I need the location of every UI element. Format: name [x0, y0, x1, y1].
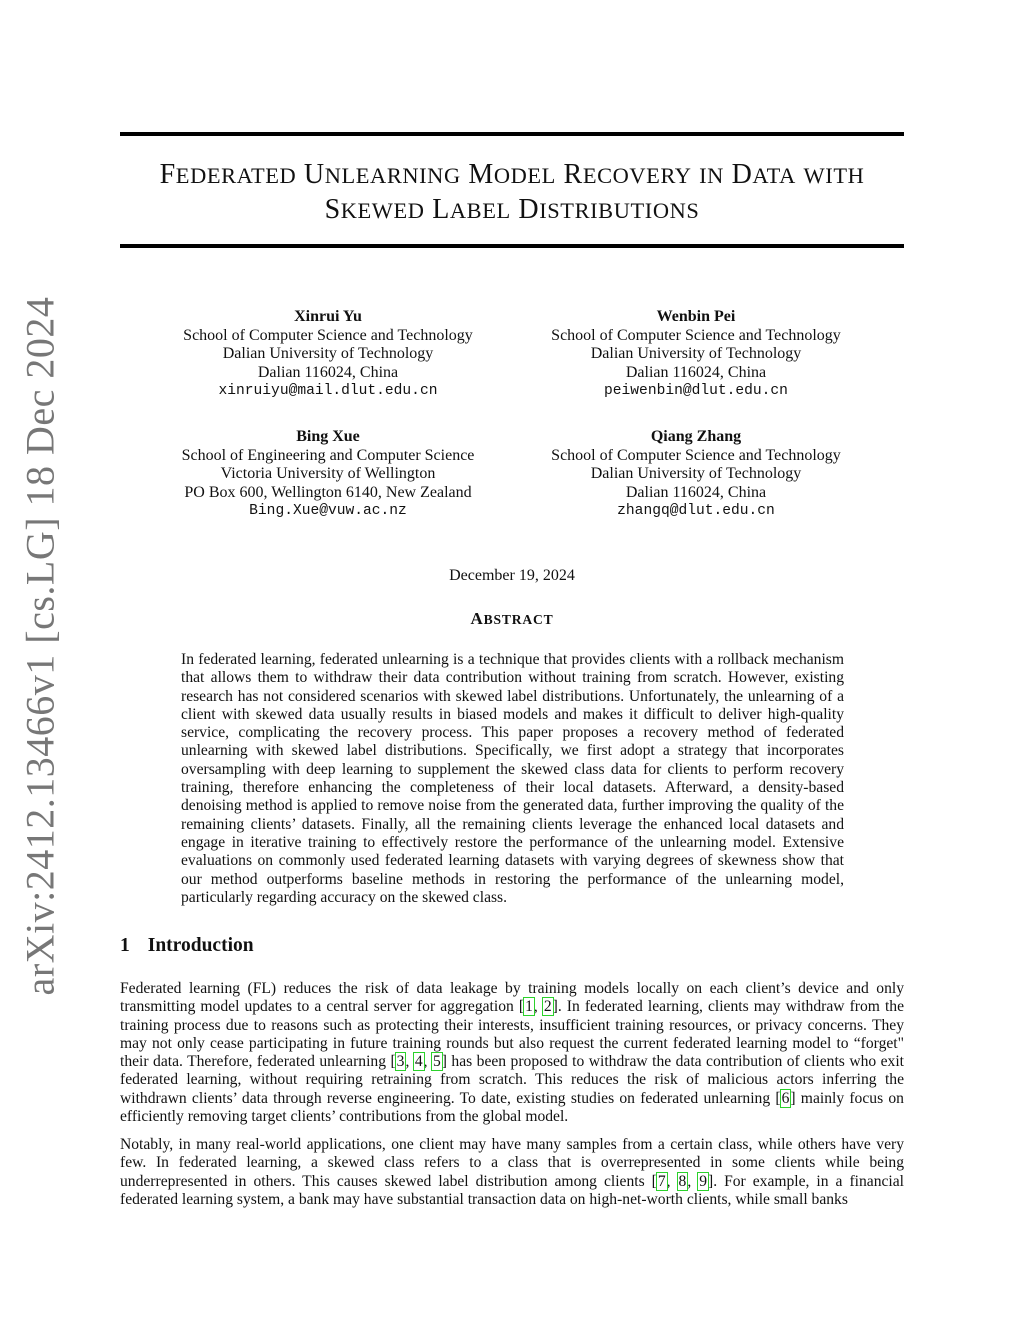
- title-word-rest: ISTRIBUTIONS: [539, 198, 700, 223]
- title-word: [804, 159, 865, 190]
- author-address: Dalian 116024, China: [625, 483, 767, 501]
- title-word: [732, 159, 796, 190]
- author-name: Qiang Zhang: [650, 428, 742, 445]
- author-email[interactable]: peiwenbin@dlut.edu.cn: [604, 383, 788, 399]
- author-address: PO Box 600, Wellington 6140, New Zealand: [184, 483, 472, 501]
- author-block: [148, 428, 508, 521]
- author-department: School of Computer Science and Technology: [183, 326, 473, 344]
- title-word: [160, 159, 297, 190]
- title-line-1: [120, 158, 904, 193]
- title-word-cap: D: [518, 194, 540, 225]
- citation-link[interactable]: 5: [432, 1053, 441, 1071]
- title-word: [468, 159, 556, 190]
- paragraph-text: Federated learning (FL) reduces the risk of data leakage by training models locally on each client’s device and only transmitting model updates to a central server for aggregation [: [120, 980, 904, 1016]
- abstract-heading-rest: BSTRACT: [483, 612, 554, 627]
- paragraph-text: ] mainly focus on efficiently removing target clients’ contributions from the global model.: [120, 1089, 904, 1126]
- citation-link[interactable]: 2: [543, 998, 552, 1016]
- title-word-rest: WITH: [803, 163, 865, 188]
- section-number: 1: [120, 935, 130, 956]
- title-word-rest: ABEL: [449, 198, 511, 223]
- paragraph-text: ,: [687, 1172, 699, 1190]
- paragraph-text: ,: [405, 1053, 414, 1071]
- abstract-text: In federated learning, federated unlearning is a technique that provides clients with a rollback mechanism that allows them to withdraw their data contribution without training from scratch. However, existing research has not considered scenarios with skewed label distributions. Unfortunately, the unlearning of a client with skewed data usually results in biased models and makes it difficult to deliver high-quality service, complicating the recovery process. This paper proposes a recovery method of federated unlearning with skewed label distributions. Specifically, we first adopt a strategy that incorporates oversampling with deep learning to supplement the skewed class data for clients to perform recovery training, therefore enhancing the completeness of their local datasets. Afterward, a density-based denoising method is applied to remove noise from the generated data, further improving the quality of the remaining clients’ datasets. Finally, all the remaining clients leverage the enhanced local datasets and engage in iterative training to effectively restore the performance of the unlearning model. Extensive evaluations on commonly used federated learning datasets with varying degrees of skewness show that our method outperforms baseline methods in restoring the performance of the unlearning model, particularly regarding accuracy on the skewed class.: [181, 651, 844, 906]
- title-word: [304, 159, 461, 190]
- paragraph-text: Notably, in many real-world applications, one client may have many samples from a certain class, while others have very few. In federated learning, a skewed class refers to a class that is overrepresented in some clients while being underrepresented in others. This causes skewed label distribution among clients [: [120, 1136, 904, 1190]
- author-institution: Dalian University of Technology: [590, 465, 802, 482]
- title-word: [325, 194, 425, 225]
- abstract-heading: [0, 609, 1024, 629]
- author-name: Wenbin Pei: [656, 308, 736, 325]
- title-word: [564, 159, 692, 190]
- title-word-rest: IN: [699, 163, 724, 188]
- author-department: School of Computer Science and Technology: [551, 446, 841, 464]
- title-word-rest: EDERATED: [175, 163, 297, 188]
- title-word-cap: S: [324, 194, 341, 225]
- paragraph-text: ]. For example, in a financial federated learning system, a bank may have substantial transaction data on high-net-worth clients, while small banks: [120, 1172, 905, 1208]
- citation-link[interactable]: 8: [678, 1172, 687, 1190]
- author-block: [148, 308, 508, 401]
- citation-link[interactable]: 6: [781, 1089, 790, 1107]
- title-word-cap: D: [731, 159, 753, 190]
- publication-date: December 19, 2024: [449, 567, 575, 584]
- title-word-cap: U: [303, 159, 325, 190]
- author-institution: Dalian University of Technology: [590, 345, 802, 362]
- intro-paragraph-2: [120, 1136, 904, 1209]
- author-block: [516, 428, 876, 521]
- citation-link[interactable]: 3: [396, 1053, 405, 1071]
- paragraph-text: ] has been proposed to withdraw the data contribution of clients who exit federated learning, without requiring retraining from scratch. This reduces the risk of malicious actors inferring the withdrawn clients’ data through reverse engineering. To date, existing studies on federated unlearning [: [120, 1053, 905, 1107]
- title-word-rest: NLEARNING: [324, 163, 461, 188]
- paragraph-text: ,: [533, 998, 543, 1016]
- title-word-rest: KEWED: [340, 198, 425, 223]
- citation-link[interactable]: 9: [699, 1172, 707, 1190]
- citation-link[interactable]: 7: [657, 1172, 666, 1190]
- title-word: [432, 194, 511, 225]
- paragraph-text: ,: [423, 1053, 432, 1071]
- title-top-rule: [120, 132, 904, 136]
- author-department: School of Computer Science and Technology: [551, 326, 841, 344]
- author-block: [516, 308, 876, 401]
- author-department: School of Engineering and Computer Science: [181, 446, 475, 464]
- author-email[interactable]: Bing.Xue@vuw.ac.nz: [249, 503, 407, 519]
- author-institution: Dalian University of Technology: [222, 345, 434, 362]
- author-address: Dalian 116024, China: [257, 363, 399, 381]
- paper-title: [120, 158, 904, 228]
- abstract-heading-cap: A: [470, 609, 484, 628]
- author-name: Xinrui Yu: [294, 308, 362, 325]
- arxiv-identifier: arXiv:2412.13466v1 [cs.LG] 18 Dec 2024: [17, 296, 63, 996]
- title-word-cap: L: [432, 194, 450, 225]
- title-word-cap: F: [159, 159, 176, 190]
- author-email[interactable]: zhangq@dlut.edu.cn: [617, 503, 775, 519]
- title-word-rest: ODEL: [493, 163, 556, 188]
- intro-paragraph-1: [120, 980, 904, 1126]
- title-word-rest: ATA: [752, 163, 796, 188]
- title-word: [699, 159, 724, 190]
- title-word-cap: M: [468, 159, 494, 190]
- author-name: Bing Xue: [296, 428, 360, 445]
- paragraph-text: ,: [666, 1172, 678, 1190]
- paragraph-text: ]. In federated learning, clients may withdraw from the training process due to reasons such as protecting their interests, insufficient training resources, or privacy concerns. They may not only cease participating in future training rounds but also request the current federated learning model to “forget" their data. Therefore, federated unlearning [: [120, 998, 905, 1071]
- author-institution: Victoria University of Wellington: [220, 465, 436, 482]
- section-heading: [120, 935, 254, 957]
- title-word-rest: ECOVERY: [582, 163, 692, 188]
- citation-link[interactable]: 1: [525, 998, 533, 1016]
- author-email[interactable]: xinruiyu@mail.dlut.edu.cn: [218, 383, 438, 399]
- citation-link[interactable]: 4: [414, 1053, 423, 1071]
- section-title: Introduction: [147, 935, 254, 956]
- title-bottom-rule: [120, 244, 904, 248]
- title-line-2: [120, 193, 904, 228]
- title-word-cap: R: [563, 159, 583, 190]
- author-address: Dalian 116024, China: [625, 363, 767, 381]
- title-word: [518, 194, 699, 225]
